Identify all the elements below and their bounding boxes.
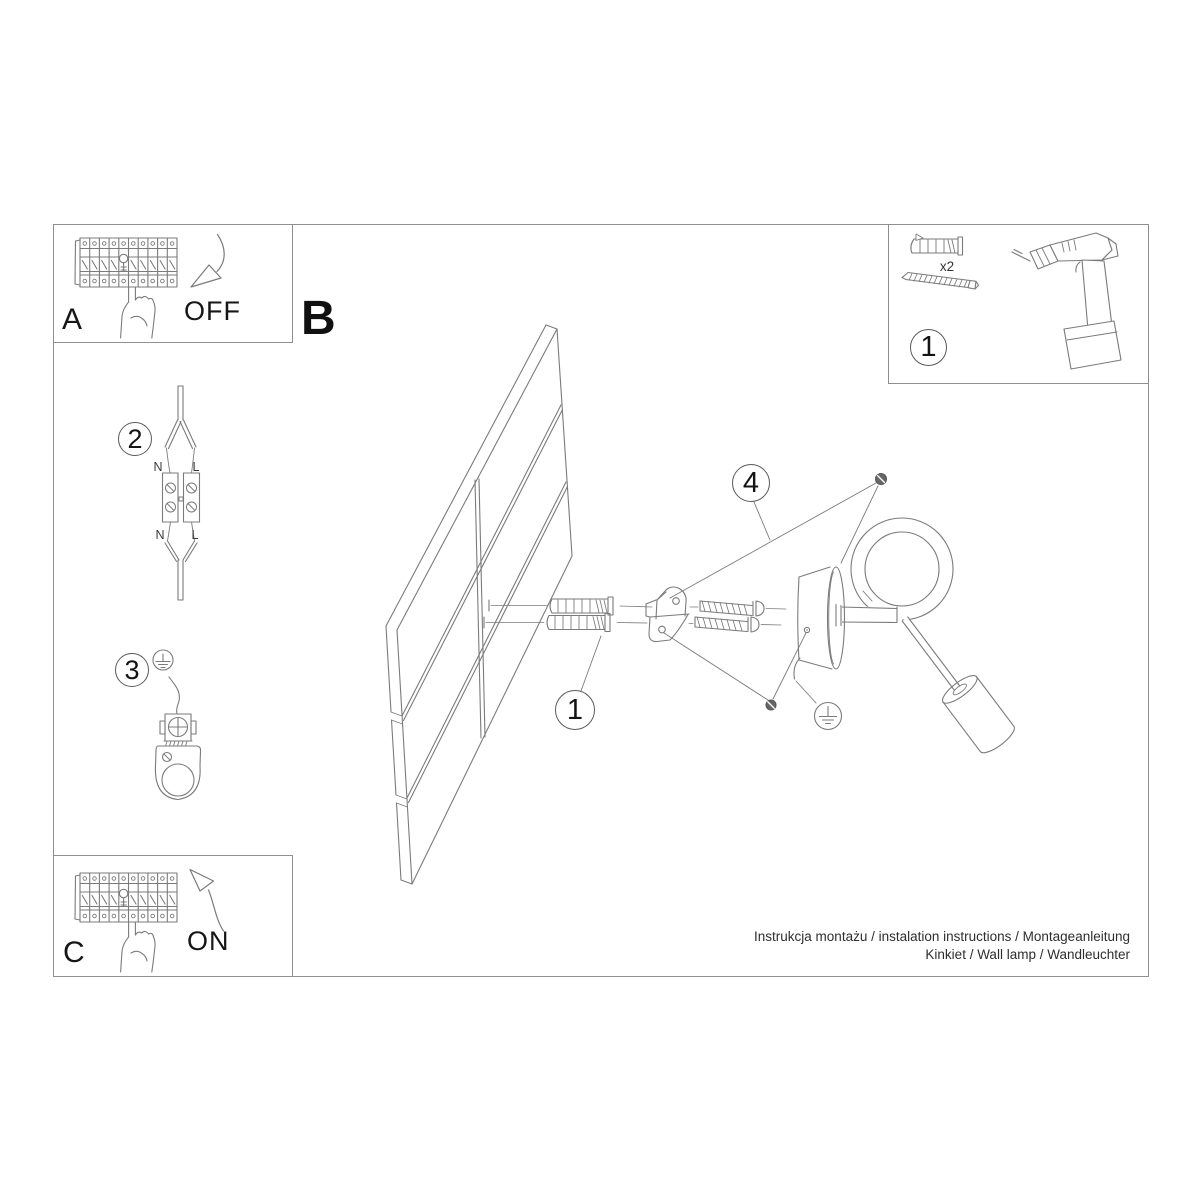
panel-a-label: A [62,303,83,336]
pressing-hand-on [121,922,155,972]
earth-clamp-drawing [153,650,201,800]
mounting-hardware-drawing [484,587,786,642]
wire-label-l-bottom: L [191,528,199,542]
main-callout-1-number: 1 [566,693,584,726]
breaker-off-drawing [75,238,177,287]
tools-step-1-badge [910,329,947,366]
step-3-number: 3 [124,654,140,685]
footer-line-2: Kinkiet / Wall lamp / Wandleuchter [925,946,1130,962]
tools-step-1-number: 1 [920,331,937,363]
screw-drawing [902,273,979,290]
section-label-b: B [301,292,336,345]
footer-title [754,928,1130,963]
step-4-number: 4 [742,466,760,499]
power-off-label: OFF [184,296,241,326]
wire-label-l-top: L [192,460,200,474]
footer-line-1: Instrukcja montażu / instalation instructions / Montageanleitung [754,929,1130,944]
step-3-badge [115,653,149,687]
panel-c-label: C [63,936,85,969]
arrow-down-off [191,235,224,288]
step-2-badge [118,422,152,456]
terminal-block-wiring-drawing [163,386,200,600]
main-callout-1-badge [555,690,595,730]
drill-drawing [1012,233,1121,369]
plug-quantity-label: x2 [939,259,955,274]
step-2-number: 2 [127,423,143,454]
wall-lamp-drawing [794,518,1018,757]
canopy-screw-icons [766,474,887,711]
wall-plug-drawing [911,234,963,255]
step-4-badge [732,464,770,502]
power-on-label: ON [187,926,230,956]
wall-drawing [386,325,572,884]
wire-label-n-bottom: N [155,528,165,542]
wire-label-n-top: N [153,460,163,474]
pressing-hand-off [121,287,155,338]
wall-bracket-drawing [646,587,689,642]
breaker-on-drawing [75,873,177,922]
arrow-up-on [190,870,224,932]
